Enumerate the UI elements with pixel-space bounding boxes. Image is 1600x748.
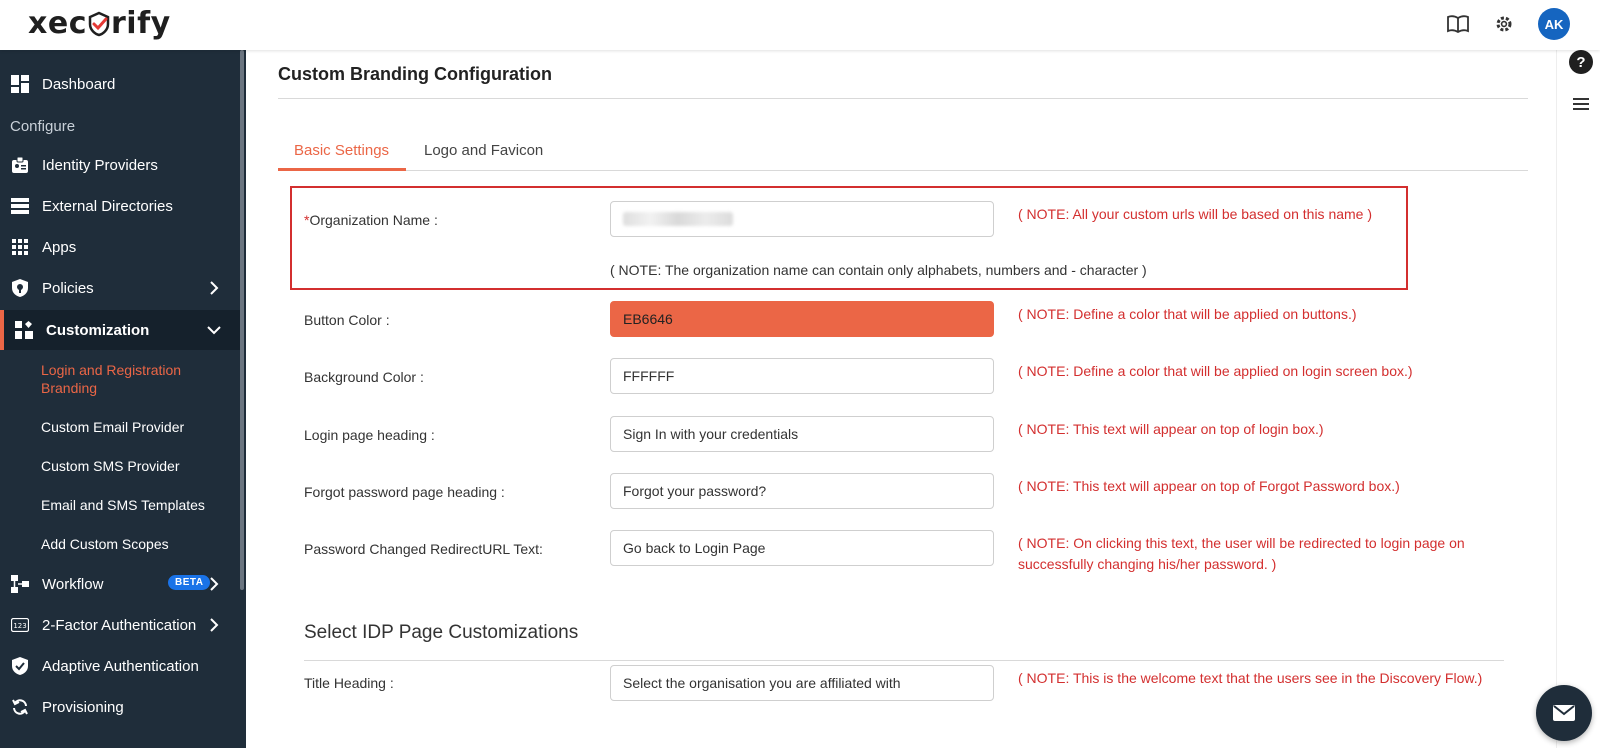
top-actions [1446, 8, 1570, 40]
app-logo[interactable] [28, 6, 171, 41]
organization-name-rule-note: ( NOTE: The organization name can contain only alphabets, numbers and - character ) [610, 262, 1147, 278]
sidebar-subitem-login-branding[interactable]: Login and Registration Branding [41, 362, 182, 396]
book-icon[interactable] [1446, 12, 1470, 36]
sidebar-item-label: Apps [42, 238, 77, 256]
page-title: Custom Branding Configuration [278, 64, 552, 84]
logo-text-start: xec [28, 6, 87, 41]
right-rail [1556, 50, 1600, 748]
organization-name-label-text: Organization Name : [309, 212, 438, 228]
customization-icon [14, 320, 34, 340]
sidebar-item-label: Customization [46, 321, 150, 339]
sidebar-item-label: Adaptive Authentication [42, 657, 199, 675]
sidebar-item-adaptive[interactable] [0, 647, 240, 685]
sidebar-item-identity-providers[interactable] [0, 146, 240, 184]
login-heading-input[interactable]: Sign In with your credentials [610, 416, 994, 452]
title-heading-input[interactable]: Select the organisation you are affiliated with [610, 665, 994, 701]
main-content [246, 50, 1556, 748]
forgot-heading-input[interactable]: Forgot your password? [610, 473, 994, 509]
button-color-label: Button Color : [304, 312, 390, 328]
sidebar-item-label: Dashboard [42, 75, 116, 93]
organization-name-input[interactable] [610, 201, 994, 237]
organization-name-label [304, 212, 438, 228]
sidebar-item-workflow[interactable] [0, 565, 240, 603]
title-heading-label: Title Heading : [304, 675, 394, 691]
background-color-note: ( NOTE: Define a color that will be applied on login screen box.) [1018, 363, 1413, 379]
button-color-note: ( NOTE: Define a color that will be applied on buttons.) [1018, 306, 1357, 322]
sidebar-item-policies[interactable] [0, 269, 240, 307]
shield-check-icon [10, 656, 30, 676]
sidebar-item-two-factor[interactable] [0, 606, 240, 644]
chat-mail-button[interactable] [1536, 685, 1592, 741]
redirect-text-label: Password Changed RedirectURL Text: [304, 541, 543, 557]
sidebar [0, 50, 246, 748]
background-color-input[interactable]: FFFFFF [610, 358, 994, 394]
forgot-heading-note: ( NOTE: This text will appear on top of Forgot Password box.) [1018, 478, 1400, 494]
redirect-text-note: ( NOTE: On clicking this text, the user will be redirected to login page on successfully changing his/her password. ) [1018, 535, 1465, 572]
workflow-icon [10, 574, 30, 594]
top-bar [0, 0, 1600, 50]
user-avatar[interactable]: AK [1538, 8, 1570, 40]
hamburger-icon[interactable] [1571, 96, 1591, 112]
forgot-heading-label: Forgot password page heading : [304, 484, 505, 500]
grid-icon [10, 237, 30, 257]
chevron-down-icon [206, 322, 222, 338]
sidebar-subitem-custom-email[interactable]: Custom Email Provider [41, 419, 185, 435]
tab-basic-settings[interactable]: Basic Settings [294, 142, 390, 159]
numeric-keypad-icon [10, 615, 30, 635]
chevron-right-icon [206, 576, 222, 592]
sync-icon [10, 697, 30, 717]
svg-text:123: 123 [13, 622, 27, 630]
mail-icon [1552, 704, 1576, 722]
organization-name-note: ( NOTE: All your custom urls will be based on this name ) [1018, 206, 1373, 222]
sidebar-item-label: Provisioning [42, 698, 124, 716]
chevron-right-icon [206, 280, 222, 296]
question-icon[interactable]: ? [1569, 50, 1593, 74]
active-tab-indicator [278, 168, 406, 171]
id-card-icon [10, 155, 30, 175]
sidebar-subitem-templates[interactable]: Email and SMS Templates [41, 497, 205, 513]
dashboard-icon [10, 74, 30, 94]
sidebar-item-label: External Directories [42, 197, 173, 215]
logo-shield-icon [88, 11, 110, 37]
shield-lock-icon [10, 278, 30, 298]
idp-section-divider [304, 660, 1504, 661]
chevron-right-icon [206, 617, 222, 633]
sidebar-item-label: Workflow [42, 575, 104, 593]
tab-logo-favicon[interactable]: Logo and Favicon [424, 142, 544, 159]
login-heading-label: Login page heading : [304, 427, 435, 443]
sidebar-section-configure: Configure [10, 118, 76, 135]
sidebar-item-label: 2-Factor Authentication [42, 616, 197, 634]
sidebar-item-external-directories[interactable] [0, 187, 240, 225]
sidebar-scrollbar[interactable] [240, 50, 244, 590]
button-color-input[interactable]: EB6646 [610, 301, 994, 337]
sidebar-item-provisioning[interactable] [0, 688, 240, 726]
title-heading-note: ( NOTE: This is the welcome text that the users see in the Discovery Flow.) [1018, 670, 1483, 686]
sidebar-subitem-custom-sms[interactable]: Custom SMS Provider [41, 458, 180, 474]
list-icon [10, 196, 30, 216]
redirect-text-input[interactable]: Go back to Login Page [610, 530, 994, 566]
tabs-divider [278, 170, 1528, 171]
title-divider [278, 98, 1528, 99]
redacted-value [623, 212, 733, 226]
sidebar-subitem-scopes[interactable]: Add Custom Scopes [41, 536, 169, 552]
logo-text-end: rify [110, 6, 171, 41]
background-color-label: Background Color : [304, 369, 424, 385]
sidebar-item-apps[interactable] [0, 228, 240, 266]
idp-section-heading: Select IDP Page Customizations [304, 622, 579, 643]
sidebar-item-label: Identity Providers [42, 156, 158, 174]
beta-badge: BETA [168, 575, 210, 590]
gear-icon[interactable] [1492, 12, 1516, 36]
required-marker: * [304, 212, 310, 228]
sidebar-item-customization[interactable] [0, 310, 240, 350]
login-heading-note: ( NOTE: This text will appear on top of login box.) [1018, 421, 1324, 437]
sidebar-item-label: Policies [42, 279, 94, 297]
sidebar-item-dashboard[interactable] [0, 65, 240, 103]
